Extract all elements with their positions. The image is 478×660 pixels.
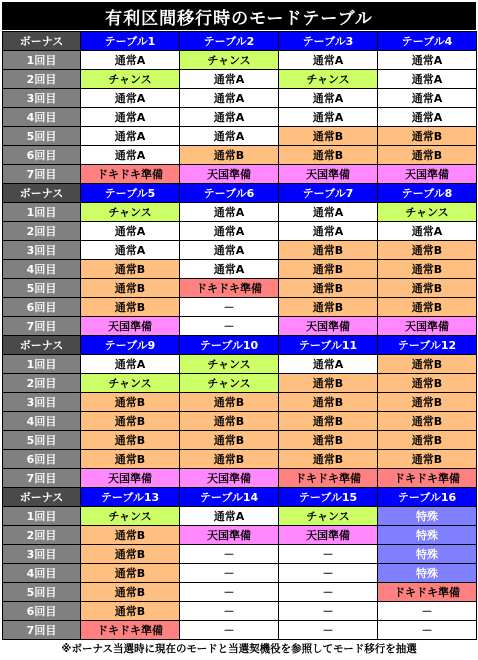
- mode-cell: 通常A: [180, 222, 279, 241]
- table-row: [3, 469, 477, 488]
- bonus-count-label: 6回目: [3, 450, 81, 469]
- table-row: [3, 412, 477, 431]
- mode-cell: 天国準備: [180, 526, 279, 545]
- mode-cell: 通常B: [81, 526, 180, 545]
- mode-cell: 通常B: [279, 260, 378, 279]
- bonus-header: ボーナス: [3, 184, 81, 203]
- mode-cell: 通常B: [81, 602, 180, 621]
- bonus-count-label: 1回目: [3, 355, 81, 374]
- mode-cell: 通常B: [378, 298, 477, 317]
- table-header: テーブル11: [279, 336, 378, 355]
- mode-cell: 通常B: [81, 450, 180, 469]
- mode-cell: 通常A: [81, 241, 180, 260]
- table-header: テーブル1: [81, 32, 180, 51]
- table-row: [3, 241, 477, 260]
- table-header: テーブル4: [378, 32, 477, 51]
- mode-cell: 天国準備: [279, 317, 378, 336]
- mode-cell: ドキドキ準備: [279, 469, 378, 488]
- mode-cell: チャンス: [180, 374, 279, 393]
- mode-cell: 通常B: [81, 564, 180, 583]
- mode-cell: 通常B: [378, 431, 477, 450]
- bonus-count-label: 4回目: [3, 260, 81, 279]
- mode-cell: 天国準備: [81, 469, 180, 488]
- mode-cell: 通常B: [378, 355, 477, 374]
- mode-cell: 通常B: [180, 431, 279, 450]
- mode-cell: チャンス: [378, 203, 477, 222]
- mode-cell: 通常B: [279, 279, 378, 298]
- footnote: ※ボーナス当選時に現在のモードと当選契機役を参照してモード移行を抽選: [61, 643, 417, 655]
- table-row: [3, 602, 477, 621]
- mode-cell: －: [279, 583, 378, 602]
- table-row: [3, 317, 477, 336]
- mode-cell: 通常A: [81, 89, 180, 108]
- mode-cell: 通常B: [279, 127, 378, 146]
- table-header: テーブル16: [378, 488, 477, 507]
- mode-cell: －: [180, 602, 279, 621]
- bonus-count-label: 5回目: [3, 583, 81, 602]
- mode-cell: 通常A: [378, 222, 477, 241]
- block-header-row: [3, 32, 477, 51]
- mode-cell: ドキドキ準備: [81, 165, 180, 184]
- mode-table-body: [3, 32, 477, 640]
- bonus-count-label: 2回目: [3, 374, 81, 393]
- table-row: [3, 165, 477, 184]
- mode-cell: －: [180, 545, 279, 564]
- mode-cell: 通常B: [279, 241, 378, 260]
- table-header: テーブル15: [279, 488, 378, 507]
- mode-cell: 天国準備: [279, 165, 378, 184]
- mode-cell: －: [378, 621, 477, 640]
- mode-cell: 通常B: [378, 146, 477, 165]
- mode-cell: 通常B: [81, 545, 180, 564]
- mode-cell: 通常B: [81, 393, 180, 412]
- mode-table: [2, 31, 477, 640]
- bonus-count-label: 2回目: [3, 222, 81, 241]
- table-header: テーブル9: [81, 336, 180, 355]
- mode-cell: ドキドキ準備: [378, 583, 477, 602]
- bonus-count-label: 3回目: [3, 89, 81, 108]
- table-row: [3, 127, 477, 146]
- bonus-count-label: 5回目: [3, 127, 81, 146]
- mode-cell: 通常A: [180, 108, 279, 127]
- mode-cell: 通常B: [180, 412, 279, 431]
- bonus-count-label: 1回目: [3, 51, 81, 70]
- bonus-count-label: 4回目: [3, 108, 81, 127]
- bonus-count-label: 6回目: [3, 298, 81, 317]
- table-row: [3, 203, 477, 222]
- mode-cell: －: [180, 298, 279, 317]
- table-row: [3, 89, 477, 108]
- bonus-count-label: 4回目: [3, 412, 81, 431]
- bonus-count-label: 7回目: [3, 165, 81, 184]
- mode-cell: 天国準備: [378, 165, 477, 184]
- bonus-header: ボーナス: [3, 32, 81, 51]
- bonus-count-label: 1回目: [3, 203, 81, 222]
- mode-cell: －: [180, 317, 279, 336]
- mode-cell: 通常A: [180, 89, 279, 108]
- mode-cell: チャンス: [81, 507, 180, 526]
- mode-cell: 天国準備: [180, 165, 279, 184]
- mode-cell: 通常B: [279, 374, 378, 393]
- block-header-row: [3, 336, 477, 355]
- table-row: [3, 298, 477, 317]
- bonus-count-label: 7回目: [3, 469, 81, 488]
- mode-cell: 通常B: [81, 298, 180, 317]
- bonus-count-label: 5回目: [3, 431, 81, 450]
- mode-cell: 天国準備: [180, 469, 279, 488]
- table-row: [3, 545, 477, 564]
- mode-cell: 通常B: [279, 146, 378, 165]
- mode-cell: チャンス: [81, 70, 180, 89]
- bonus-count-label: 3回目: [3, 545, 81, 564]
- table-header: テーブル2: [180, 32, 279, 51]
- bonus-count-label: 3回目: [3, 393, 81, 412]
- bonus-count-label: 6回目: [3, 146, 81, 165]
- mode-cell: チャンス: [81, 203, 180, 222]
- table-row: [3, 70, 477, 89]
- bonus-count-label: 7回目: [3, 621, 81, 640]
- mode-cell: 通常A: [81, 222, 180, 241]
- mode-cell: 通常B: [81, 260, 180, 279]
- table-header: テーブル12: [378, 336, 477, 355]
- mode-cell: ドキドキ準備: [180, 279, 279, 298]
- mode-cell: 通常B: [180, 450, 279, 469]
- table-header: テーブル10: [180, 336, 279, 355]
- mode-cell: －: [279, 621, 378, 640]
- mode-cell: 通常B: [279, 450, 378, 469]
- mode-cell: 通常A: [81, 51, 180, 70]
- mode-cell: 通常B: [378, 260, 477, 279]
- mode-cell: 特殊: [378, 526, 477, 545]
- table-row: [3, 279, 477, 298]
- table-header: テーブル6: [180, 184, 279, 203]
- mode-cell: チャンス: [180, 355, 279, 374]
- mode-cell: 天国準備: [378, 317, 477, 336]
- table-row: [3, 51, 477, 70]
- mode-cell: 通常B: [279, 431, 378, 450]
- bonus-count-label: 1回目: [3, 507, 81, 526]
- mode-cell: 通常A: [81, 146, 180, 165]
- table-header: テーブル3: [279, 32, 378, 51]
- block-header-row: [3, 488, 477, 507]
- table-row: [3, 621, 477, 640]
- mode-cell: 通常B: [378, 241, 477, 260]
- mode-cell: 通常A: [279, 51, 378, 70]
- table-header: テーブル5: [81, 184, 180, 203]
- mode-cell: 通常B: [378, 279, 477, 298]
- table-row: [3, 450, 477, 469]
- mode-cell: －: [279, 564, 378, 583]
- mode-cell: 通常A: [180, 203, 279, 222]
- table-row: [3, 222, 477, 241]
- mode-cell: 通常A: [180, 260, 279, 279]
- mode-cell: 特殊: [378, 545, 477, 564]
- table-row: [3, 260, 477, 279]
- mode-cell: 通常B: [279, 393, 378, 412]
- mode-cell: 通常B: [180, 393, 279, 412]
- table-row: [3, 564, 477, 583]
- mode-cell: －: [279, 545, 378, 564]
- table-row: [3, 146, 477, 165]
- bonus-count-label: 7回目: [3, 317, 81, 336]
- table-row: [3, 108, 477, 127]
- mode-cell: 通常B: [180, 146, 279, 165]
- mode-cell: ドキドキ準備: [81, 621, 180, 640]
- table-header: テーブル8: [378, 184, 477, 203]
- mode-cell: チャンス: [279, 507, 378, 526]
- mode-cell: 通常B: [378, 393, 477, 412]
- bonus-count-label: 2回目: [3, 526, 81, 545]
- mode-cell: 通常A: [180, 127, 279, 146]
- mode-cell: 通常A: [279, 203, 378, 222]
- table-row: [3, 583, 477, 602]
- mode-cell: 通常A: [180, 241, 279, 260]
- bonus-count-label: 3回目: [3, 241, 81, 260]
- table-row: [3, 355, 477, 374]
- mode-cell: 通常B: [81, 583, 180, 602]
- mode-cell: －: [180, 621, 279, 640]
- mode-cell: 通常A: [378, 108, 477, 127]
- mode-cell: －: [180, 583, 279, 602]
- mode-cell: チャンス: [81, 374, 180, 393]
- mode-cell: 通常A: [378, 70, 477, 89]
- mode-cell: チャンス: [180, 51, 279, 70]
- mode-cell: チャンス: [279, 70, 378, 89]
- mode-cell: 通常B: [279, 412, 378, 431]
- table-row: [3, 431, 477, 450]
- page-title: 有利区間移行時のモードテーブル: [2, 2, 476, 30]
- mode-cell: 特殊: [378, 507, 477, 526]
- mode-cell: 通常B: [378, 374, 477, 393]
- mode-cell: 通常A: [279, 108, 378, 127]
- mode-cell: 通常A: [180, 507, 279, 526]
- table-row: [3, 374, 477, 393]
- mode-cell: －: [180, 564, 279, 583]
- mode-cell: 通常B: [81, 431, 180, 450]
- mode-cell: 通常A: [378, 89, 477, 108]
- bonus-count-label: 2回目: [3, 70, 81, 89]
- bonus-count-label: 6回目: [3, 602, 81, 621]
- mode-cell: 通常B: [81, 279, 180, 298]
- mode-cell: 通常A: [180, 70, 279, 89]
- mode-cell: 通常A: [81, 108, 180, 127]
- table-header: テーブル13: [81, 488, 180, 507]
- table-header: テーブル7: [279, 184, 378, 203]
- mode-cell: 天国準備: [279, 526, 378, 545]
- bonus-header: ボーナス: [3, 336, 81, 355]
- mode-cell: 通常B: [378, 412, 477, 431]
- block-header-row: [3, 184, 477, 203]
- mode-cell: 通常B: [81, 412, 180, 431]
- mode-cell: 特殊: [378, 564, 477, 583]
- table-header: テーブル14: [180, 488, 279, 507]
- bonus-count-label: 5回目: [3, 279, 81, 298]
- table-row: [3, 526, 477, 545]
- mode-cell: 通常B: [279, 298, 378, 317]
- table-row: [3, 507, 477, 526]
- mode-cell: －: [378, 602, 477, 621]
- mode-cell: 通常A: [378, 51, 477, 70]
- mode-cell: －: [279, 602, 378, 621]
- mode-cell: 通常A: [81, 127, 180, 146]
- mode-cell: 天国準備: [81, 317, 180, 336]
- mode-cell: 通常A: [279, 355, 378, 374]
- mode-cell: 通常B: [378, 127, 477, 146]
- mode-cell: 通常B: [378, 450, 477, 469]
- mode-cell: 通常A: [279, 222, 378, 241]
- bonus-count-label: 4回目: [3, 564, 81, 583]
- mode-cell: 通常A: [81, 355, 180, 374]
- mode-cell: 通常A: [279, 89, 378, 108]
- bonus-header: ボーナス: [3, 488, 81, 507]
- mode-cell: ドキドキ準備: [378, 469, 477, 488]
- table-row: [3, 393, 477, 412]
